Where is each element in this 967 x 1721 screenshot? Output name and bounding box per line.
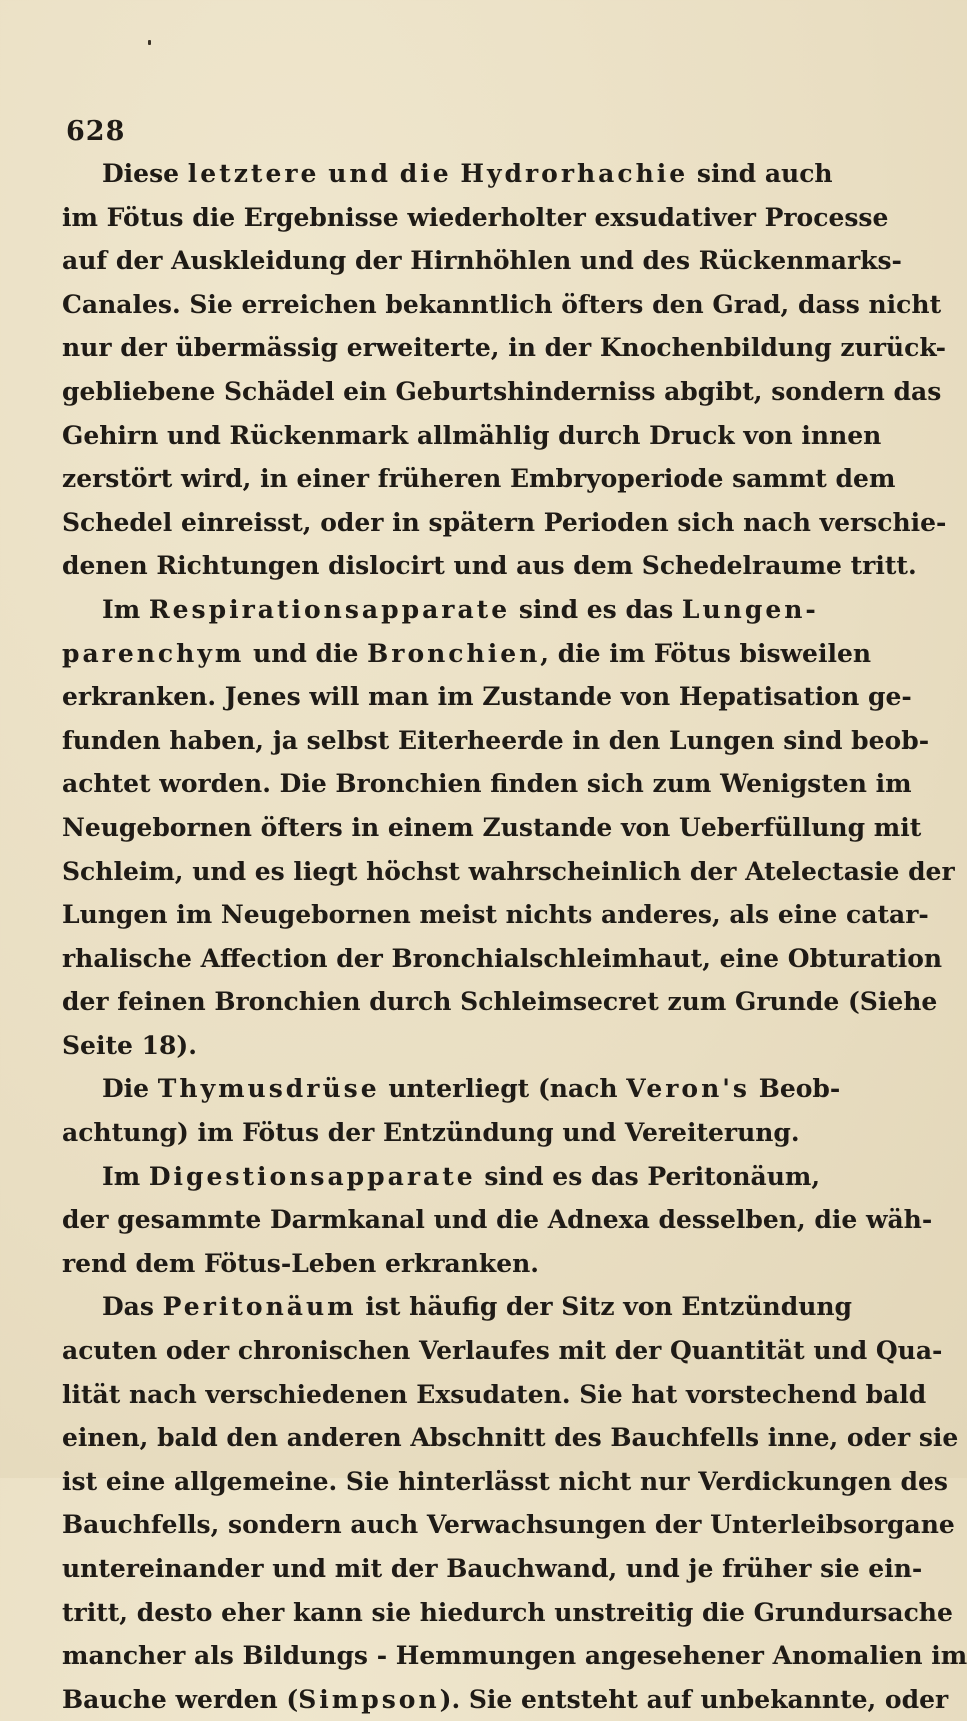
text-line [62,719,930,763]
text-line [62,370,942,414]
text-run: der gesammte Darmkanal und die Adnexa desselben, die wäh- [62,1205,933,1235]
text-line [62,326,947,370]
text-run: Canales. Sie erreichen bekanntlich öfters den Grad, dass nicht [62,289,942,319]
text-line [62,1503,955,1547]
text-run: Im [102,1161,149,1191]
text-run: Beob- [750,1074,841,1104]
text-run: funden haben, ja selbst Eiterheerde in den Lungen sind beob- [62,725,930,755]
text-line [62,937,943,981]
spaced-emphasis: letztere [187,159,320,188]
text-run: Die [102,1074,158,1104]
spaced-emphasis: Thymusdrüse [157,1074,380,1104]
text-run: , die im Fötus bisweilen [540,638,872,668]
text-run: achtung) im Fötus der Entzündung und Vereiterung. [62,1118,800,1148]
text-line [62,980,938,1024]
text-line [62,1024,784,1068]
text-line [62,1198,933,1242]
spaced-emphasis: Hydrorhachie [460,159,689,188]
text-line [62,850,955,894]
text-line [62,1373,927,1417]
spaced-emphasis: die [399,159,452,188]
text-run: Seite 18). [62,1030,197,1060]
text-line [62,1416,959,1460]
text-run [319,159,328,188]
body-text [62,152,967,1721]
spaced-emphasis: Bronchien [367,638,541,668]
spaced-emphasis: Simpson [298,1684,440,1714]
text-run: Schleim, und es liegt höchst wahrscheinlich der Atelectasie der [62,856,955,886]
text-run: ). Sie entsteht auf unbekannte, oder [439,1684,949,1714]
text-run: Das [102,1292,163,1322]
text-run: Bauche werden ( [62,1684,299,1714]
text-line [62,1242,784,1286]
text-line [62,1634,967,1678]
text-run: mancher als Bildungs - Hemmungen angesehener Anomalien im [62,1641,967,1671]
text-line [62,501,947,545]
text-run: gebliebene Schädel ein Geburtshinderniss abgibt, sondern das [62,376,942,406]
text-line [62,675,912,719]
spaced-emphasis: Respirationsapparate [148,594,511,624]
text-run: denen Richtungen dislocirt und aus dem Schedelraume tritt. [62,551,917,581]
text-line [62,1067,841,1111]
text-run: sind es das [510,594,682,624]
text-run: einen, bald den anderen Abschnitt des Bauchfells inne, oder sie [62,1423,959,1453]
text-run: ist eine allgemeine. Sie hinterlässt nicht nur Verdickungen des [62,1466,948,1496]
spaced-emphasis: Digestionsapparate [148,1161,476,1191]
spaced-emphasis: Peritonäum [162,1292,357,1322]
text-line [62,1329,943,1373]
text-line [62,588,819,632]
text-run: Diese [102,159,188,188]
text-line [62,544,917,588]
text-run: Gehirn und Rückenmark allmählig durch Druck von innen [62,420,882,450]
text-run: sind es das Peritonäum, [475,1161,821,1191]
text-run: Im [102,594,149,624]
text-line [62,457,896,501]
text-line [62,1678,949,1721]
text-line [62,196,889,240]
text-line [62,632,872,676]
text-run: sind auch [688,159,833,188]
text-line [62,1460,948,1504]
spaced-emphasis: Lungen- [681,594,819,624]
text-run: Bauchfells, sondern auch Verwachsungen der Unterleibsorgane [62,1510,955,1540]
text-line [62,1591,953,1635]
text-line [62,806,922,850]
text-run: rend dem Fötus-Leben erkranken. [62,1248,540,1278]
text-run: und die [244,638,368,668]
text-line [62,239,902,283]
text-line [62,1547,923,1591]
text-line [62,893,929,937]
text-run: erkranken. Jenes will man im Zustande von Hepatisation ge- [62,682,912,712]
text-run: auf der Auskleidung der Hirnhöhlen und des Rückenmarks- [62,246,902,276]
text-line [62,414,882,458]
paper-speck [148,40,151,45]
text-run: acuten oder chronischen Verlaufes mit der Quantität und Qua- [62,1336,943,1366]
text-run: tritt, desto eher kann sie hiedurch unstreitig die Grundursache [62,1597,953,1627]
text-run: lität nach verschiedenen Exsudaten. Sie hat vorstechend bald [62,1379,927,1409]
spaced-emphasis: Veron's [626,1074,751,1104]
text-line [62,1111,800,1155]
page-number: 628 [66,116,126,147]
text-run: zerstört wird, in einer früheren Embryoperiode sammt dem [62,464,896,494]
text-run: unterliegt (nach [379,1074,627,1104]
text-run [391,159,400,188]
text-run: Lungen im Neugebornen meist nichts anderes, als eine catar- [62,900,929,930]
text-line [62,283,942,327]
text-run: rhalische Affection der Bronchialschleimhaut, eine Obturation [62,943,943,973]
text-line [62,762,912,806]
text-line [62,152,833,196]
text-run: im Fötus die Ergebnisse wiederholter exsudativer Processe [62,202,889,232]
text-run: Schedel einreisst, oder in spätern Perioden sich nach verschie- [62,507,947,537]
spaced-emphasis: und [328,159,392,188]
text-run: nur der übermässig erweiterte, in der Knochenbildung zurück- [62,333,947,363]
text-run: ist häufig der Sitz von Entzündung [356,1292,853,1322]
text-run: der feinen Bronchien durch Schleimsecret zum Grunde (Siehe [62,987,938,1017]
text-run: untereinander und mit der Bauchwand, und je früher sie ein- [62,1554,923,1583]
text-run: achtet worden. Die Bronchien finden sich zum Wenigsten im [62,769,912,799]
spaced-emphasis: parenchym [62,638,245,668]
text-line [62,1155,821,1199]
text-run: Neugebornen öfters in einem Zustande von Ueberfüllung mit [62,812,922,842]
text-line [62,1285,853,1329]
